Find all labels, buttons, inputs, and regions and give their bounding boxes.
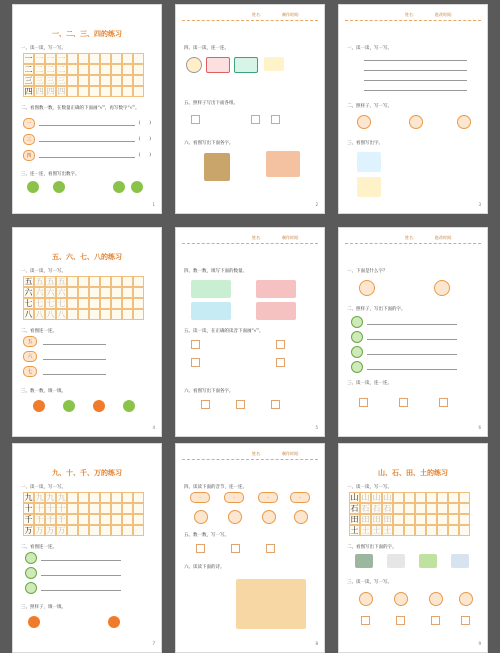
writing-grid: 九 九 九 九 十 十 十 十 千 千 千 千 万 万 万 万 [23,492,144,536]
question-1: 一、读一读，写一写。 [21,46,66,51]
question-3: 三、数一数，填一填。 [21,389,66,394]
apple-icon [131,181,143,193]
mountain-picture [355,554,373,568]
page-title: 九、十、千、万的练习 [52,469,122,477]
question-1: 一、下面是什么字？ [347,269,388,274]
writing-grid: 五 五 五 五 六 六 六 六 七 七 七 七 八 八 八 八 [23,276,144,320]
pens-icon [234,57,258,73]
orange-icon [108,616,120,628]
page-number: 7 [152,641,155,646]
question-5: 五、读一读，在正确的读音下面画“√”。 [184,329,264,334]
page-header: 姓名： 批改时间： [345,235,481,244]
page-number: 4 [152,425,155,430]
worksheet-page-5 [175,227,325,437]
worksheet-page-7 [12,443,162,653]
page-number: 5 [315,425,318,430]
worksheet-page-4: 五、六、七、八的练习 一、读一读，写一写。 五 五 五 五 六 六 六 六 七 七 七 七 八 八 八 八 二、看图连一连。 五 六 七 三、数一数，填一填。 4 [12,227,162,437]
question-1: 一、读一读，写一写。 [21,269,66,274]
page-title: 五、六、七、八的练习 [52,253,122,261]
question-5: 五、照样子写出下面各组。 [184,101,238,106]
page-header: 姓名： 制作时间： [182,12,318,21]
apple-icon [113,181,125,193]
question-2: 二、看图数一数，在数量正确的下面画“√”，再写数字“√”。 [21,106,140,111]
counting-picture [256,302,296,320]
page-number: 3 [478,202,481,207]
question-3: 三、看图写出字。 [347,141,383,146]
worksheet-page-1: 一、二、三、四的练习 一、读一读，写一写。 一 一 一 一 二 二 二 二 三 三 三 三 四 四 四 四 二、看图数一数，在数量正确的下面画“√”，再写数字“√”。 一 ( ) 三 ( ) 四 ( ) 三、连一连，看图写出数字。 1 [12,4,162,214]
question-6: 六、看图写出下面各字。 [184,389,234,394]
question-3: 三、照样子，填一填。 [21,605,66,610]
worksheet-page-2 [175,4,325,214]
apple-icon [63,400,75,412]
question-6: 六、读读下面的诗。 [184,565,225,570]
question-1: 一、读一读，写一写。 [347,485,392,490]
orange-icon [33,400,45,412]
pencils-icon [206,57,230,73]
answer-line [39,157,135,158]
worksheet-page-6 [338,227,488,437]
worksheet-page-8: 姓名： 制作时间： 四、读读下面的音节，连一连。 · · · · 五、数一数，写一写。 六、读读下面的诗。 8 [175,443,325,653]
field-picture [419,554,437,568]
umbrella-icon [264,57,284,71]
page-header: 姓名： 批改时间： [345,12,481,21]
worksheet-page-3 [338,4,488,214]
orange-icon [28,616,40,628]
question-4: 四、读一读，连一连。 [184,46,229,51]
page-number: 8 [315,641,318,646]
soil-picture [451,554,469,568]
page-header: 姓名： 制作时间： [182,235,318,244]
question-3: 三、读一读，写一写。 [347,580,392,585]
stone-picture [387,554,405,568]
question-4: 四、读读下面的音节，连一连。 [184,485,247,490]
pinyin-bubble: 三 [23,134,35,145]
pinyin-bubble: 一 [23,118,35,129]
counting-picture [191,302,231,320]
counting-picture [191,280,231,298]
writing-grid: 山 山 山 山 石 石 石 石 田 田 田 田 土 土 土 土 [349,492,470,536]
question-2: 二、照样子，写一写。 [347,104,392,109]
page-number: 9 [478,641,481,646]
page-title: 一、二、三、四的练习 [52,30,122,38]
child-picture [357,177,381,197]
question-6: 六、看图写出下面各字。 [184,141,234,146]
ball-icon [186,57,202,73]
question-2: 二、看图写出下面的字。 [347,545,397,550]
question-2: 二、看图连一连。 [21,545,57,550]
question-1: 一、读一读，写一写。 [347,46,392,51]
orange-icon [93,400,105,412]
question-4: 四、数一数，填写下面的数量。 [184,269,247,274]
apple-icon [27,181,39,193]
question-5: 五、数一数，写一写。 [184,533,229,538]
page-number: 1 [152,202,155,207]
page-number: 6 [478,425,481,430]
apple-icon [53,181,65,193]
question-2: 二、看图连一连。 [21,329,57,334]
page-number: 2 [315,202,318,207]
apple-icon [123,400,135,412]
child-picture [357,152,381,172]
answer-line [39,141,135,142]
tree-picture [204,153,230,181]
page-title: 山、石、田、土的练习 [378,469,448,477]
question-3: 三、读一读，连一连。 [347,381,392,386]
poem-picture [236,579,306,629]
worksheet-page-9 [338,443,488,653]
question-2: 二、照样子，写出下面的字。 [347,307,406,312]
pinyin-bubble: 四 [23,150,35,161]
page-header: 姓名： 制作时间： [182,451,318,460]
answer-line [39,125,135,126]
question-1: 一、读一读，写一写。 [21,485,66,490]
kids-picture [266,151,300,177]
writing-grid: 一 一 一 一 二 二 二 二 三 三 三 三 四 四 四 四 [23,53,144,97]
counting-picture [256,280,296,298]
question-3: 三、连一连，看图写出数字。 [21,172,80,177]
